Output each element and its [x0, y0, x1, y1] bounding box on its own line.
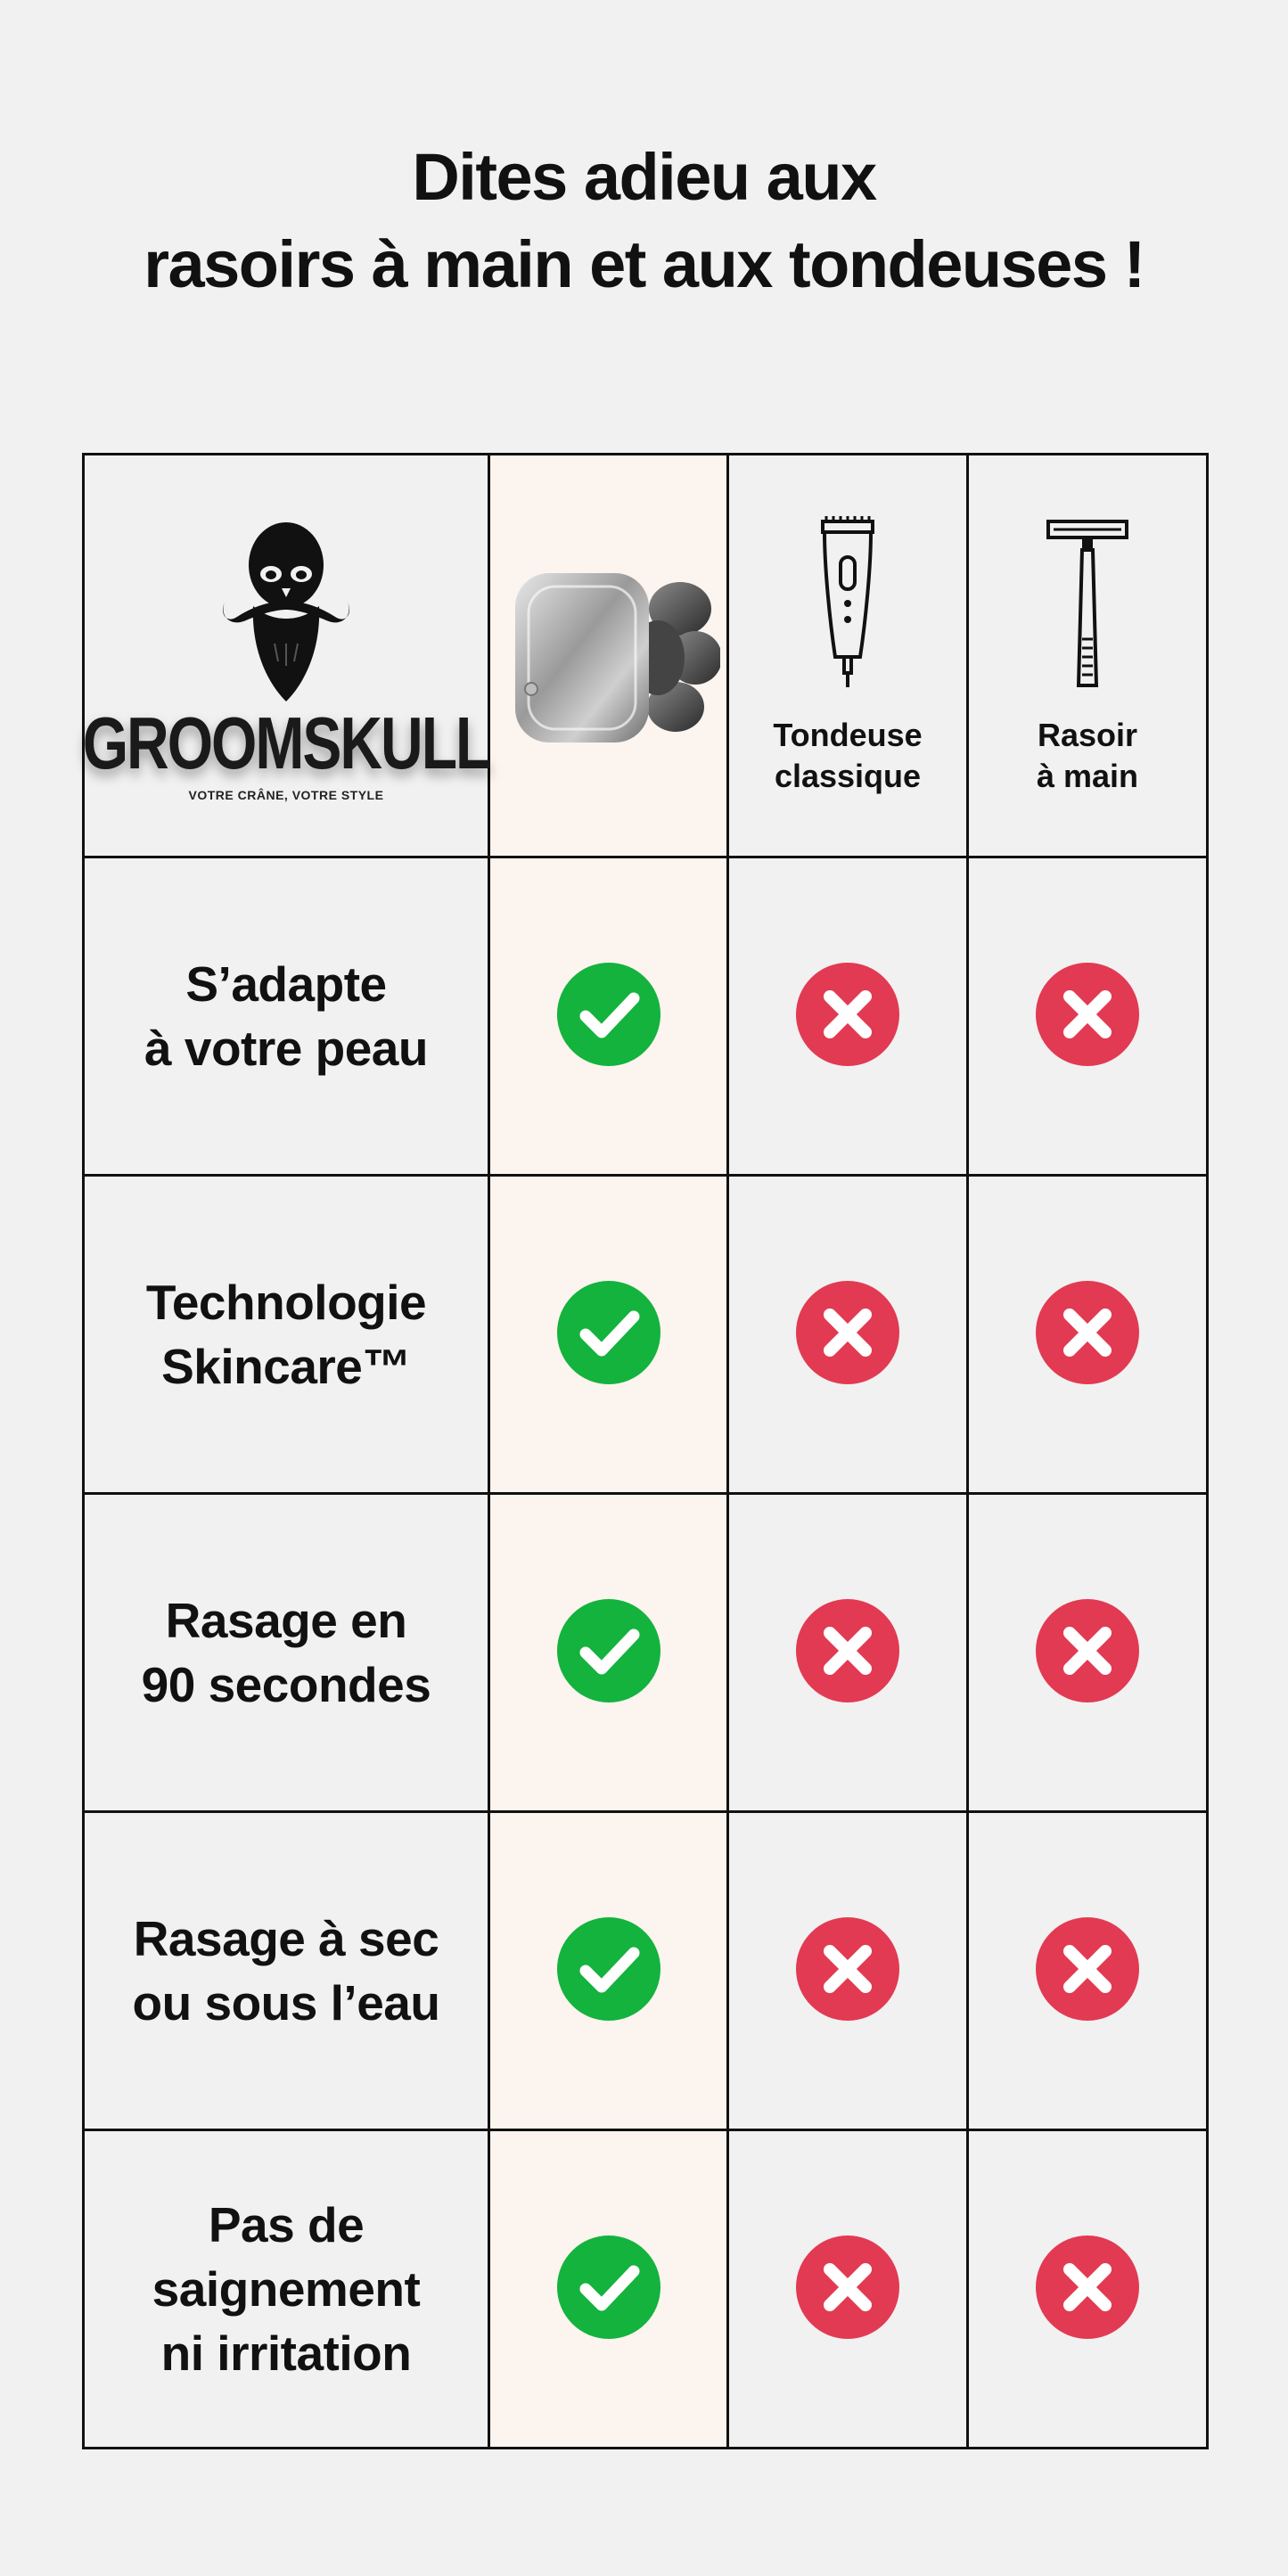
cross-icon [794, 1597, 901, 1704]
table-row [84, 1812, 1208, 2130]
feature-cell [84, 1494, 489, 1812]
brand-logo [82, 510, 490, 802]
shaver-product-image [497, 546, 720, 760]
title-line-2: rasoirs à main et aux tondeuses ! [144, 227, 1144, 301]
brand-logo-cell [84, 455, 489, 857]
feature-cell [84, 1812, 489, 2130]
cross-icon [1034, 1279, 1141, 1386]
page-title [0, 134, 1288, 308]
cross-icon [794, 961, 901, 1068]
cross-icon [1034, 961, 1141, 1068]
check-icon [555, 2234, 662, 2341]
feature-label: Pas de saignement ni irritation [152, 2197, 421, 2381]
check-icon [555, 961, 662, 1068]
table-row [84, 1176, 1208, 1494]
mark-cell [489, 1176, 728, 1494]
mark-cell [489, 857, 728, 1176]
check-icon [555, 1279, 662, 1386]
cross-icon [794, 1279, 901, 1386]
hand-razor-icon [1043, 514, 1132, 693]
mark-cell [489, 1812, 728, 2130]
mark-cell [968, 2130, 1208, 2449]
mark-cell [968, 857, 1208, 1176]
check-icon [555, 1597, 662, 1704]
clipper-label: Tondeuse classique [773, 717, 923, 794]
feature-cell [84, 1176, 489, 1494]
mark-cell [489, 2130, 728, 2449]
mark-cell [728, 857, 968, 1176]
mark-cell [968, 1812, 1208, 2130]
table-row [84, 1494, 1208, 1812]
feature-label: Rasage à sec ou sous l’eau [132, 1911, 440, 2030]
cross-icon [794, 2234, 901, 2341]
header-row [84, 455, 1208, 857]
mark-cell [728, 1176, 968, 1494]
mark-cell [968, 1176, 1208, 1494]
check-icon [555, 1916, 662, 2022]
title-line-1: Dites adieu aux [412, 140, 876, 214]
hair-clipper-icon [812, 514, 883, 693]
skull-icon [210, 510, 362, 706]
feature-cell [84, 857, 489, 1176]
clipper-header-cell [728, 455, 968, 857]
cross-icon [1034, 1916, 1141, 2022]
cross-icon [1034, 2234, 1141, 2341]
brand-tagline: VOTRE CRÂNE, VOTRE STYLE [188, 787, 384, 802]
feature-cell [84, 2130, 489, 2449]
table-row [84, 857, 1208, 1176]
razor-label: Rasoir à main [1036, 717, 1139, 794]
mark-cell [728, 2130, 968, 2449]
product-header-cell [489, 455, 728, 857]
feature-label: S’adapte à votre peau [144, 956, 428, 1076]
mark-cell [728, 1812, 968, 2130]
cross-icon [794, 1916, 901, 2022]
table-row [84, 2130, 1208, 2449]
mark-cell [728, 1494, 968, 1812]
razor-header-cell [968, 455, 1208, 857]
cross-icon [1034, 1597, 1141, 1704]
comparison-table [82, 453, 1209, 2449]
feature-label: Technologie Skincare™ [145, 1275, 427, 1394]
mark-cell [489, 1494, 728, 1812]
brand-name: GROOMSKULL [82, 701, 490, 783]
mark-cell [968, 1494, 1208, 1812]
feature-label: Rasage en 90 secondes [141, 1593, 431, 1712]
